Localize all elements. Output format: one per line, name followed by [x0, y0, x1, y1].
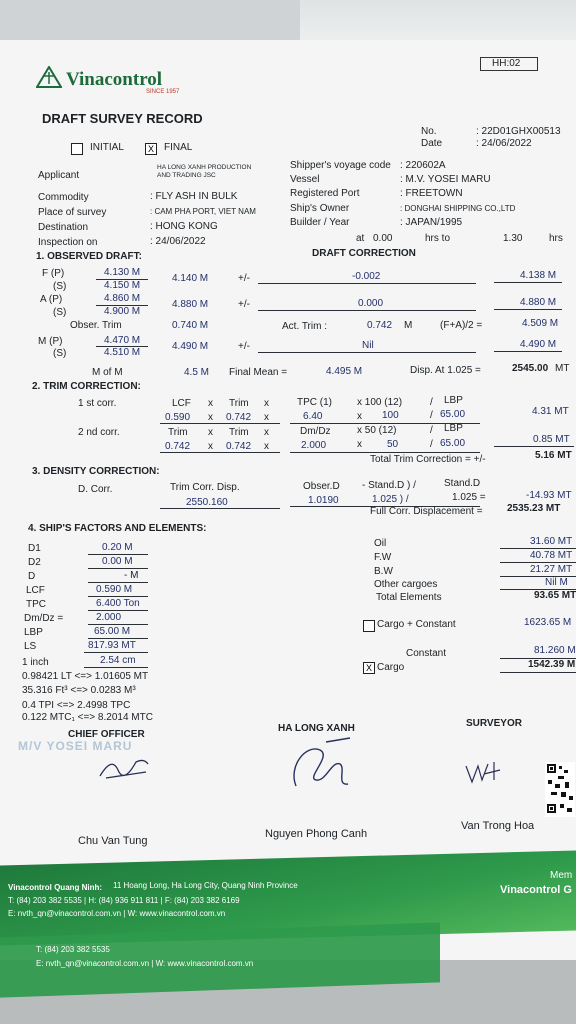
- fp-label: F (P): [42, 268, 65, 279]
- full-corr-disp-label: Full Corr. Displacement =: [370, 506, 483, 517]
- builder-label: Builder / Year: [290, 217, 350, 228]
- inspection-label: Inspection on: [38, 237, 98, 248]
- footer-address: 11 Hoang Long, Ha Long City, Quang Ninh Province: [113, 881, 298, 890]
- d1-label: D1: [28, 543, 41, 554]
- ha-long-xanh-title: HA LONG XANH: [278, 723, 355, 734]
- obs-trim-label: Obser. Trim: [70, 320, 122, 331]
- chief-officer-name: Chu Van Tung: [78, 835, 148, 847]
- section-trim-correction: 2. TRIM CORRECTION:: [32, 381, 141, 392]
- total-trim-corr-value: 5.16 MT: [535, 450, 572, 461]
- port-value: : FREETOWN: [400, 188, 463, 199]
- no-label: No.: [421, 126, 437, 137]
- total-trim-corr-label: Total Trim Correction = +/-: [370, 454, 486, 465]
- standd-value: 1.025 ) /: [372, 494, 409, 505]
- total-elements-label: Total Elements: [376, 592, 442, 603]
- a-result: 4.880 M: [520, 297, 557, 308]
- at-label: at: [356, 233, 365, 244]
- applicant-value-2: AND TRADING JSC: [157, 172, 216, 179]
- d-label: D: [28, 571, 36, 582]
- constant-value: 81.260 M: [534, 645, 576, 656]
- final-label: FINAL: [164, 142, 193, 153]
- footer-member: Mem: [550, 870, 573, 881]
- dmdz-value: 2.000: [301, 440, 327, 451]
- owner-label: Ship's Owner: [290, 203, 350, 214]
- chief-officer-signature: [96, 752, 152, 782]
- dmdz-value-2: 2.000: [96, 612, 122, 623]
- lbp-value-2: 65.00: [440, 438, 466, 449]
- bw-label: B.W: [374, 566, 393, 577]
- trim-value-3: 0.742: [226, 441, 252, 452]
- tcd-header: Trim Corr. Disp.: [170, 482, 240, 493]
- conversion-4: 0.122 MTC₁ <=> 8.2014 MTC: [22, 712, 153, 723]
- disp-label: Disp. At 1.025 =: [410, 365, 481, 376]
- factor-100-12: x 100 (12): [357, 397, 403, 408]
- act-trim-unit: M: [404, 320, 413, 331]
- at-value: 0.00: [373, 233, 393, 244]
- m-average: 4.490 M: [172, 341, 209, 352]
- x-sign: x: [357, 411, 362, 422]
- initial-label: INITIAL: [90, 142, 124, 153]
- tpc-header: TPC (1): [297, 397, 332, 408]
- owner-value: : DONGHAI SHIPPING CO.,LTD: [400, 204, 516, 213]
- mp-value: 4.470 M: [104, 335, 141, 346]
- vessel-stamp: M/V YOSEI MARU: [18, 739, 133, 753]
- trim-value-1: 0.742: [226, 412, 252, 423]
- factor-50-12: x 50 (12): [357, 425, 397, 436]
- dmdz-label: Dm/Dz =: [24, 613, 64, 624]
- fp-value: 4.130 M: [104, 267, 141, 278]
- d1-value: 0.20 M: [102, 542, 133, 553]
- obsd-header: Obser.D: [303, 481, 340, 492]
- cargo-constant-value: 1623.65 M: [524, 617, 572, 628]
- page-title: DRAFT SURVEY RECORD: [42, 111, 203, 126]
- density-result: -14.93 MT: [526, 490, 572, 501]
- as-value: 4.900 M: [104, 306, 141, 317]
- conversion-3: 0.4 TPI <=> 2.4998 TPC: [22, 700, 131, 711]
- d2-value: 0.00 M: [102, 556, 133, 567]
- place-label: Place of survey: [38, 207, 107, 218]
- cargo-constant-checkbox: [363, 620, 375, 632]
- bw-value: 21.27 MT: [530, 564, 573, 575]
- voyage-label: Shipper's voyage code: [290, 160, 391, 171]
- total-elements-value: 93.65 MT: [534, 590, 576, 601]
- oil-value: 31.60 MT: [530, 536, 573, 547]
- initial-checkbox: [71, 143, 83, 155]
- footer-brand: Vinacontrol G: [500, 884, 572, 896]
- hrs-label: hrs: [549, 233, 563, 244]
- inspection-value: : 24/06/2022: [150, 236, 206, 247]
- lbp-value-3: 65.00 M: [94, 626, 131, 637]
- cargo-label: Cargo: [377, 662, 405, 673]
- slash: /: [430, 425, 433, 436]
- pm-3: +/-: [238, 341, 250, 352]
- ha-long-xanh-signature: [286, 736, 356, 794]
- footer-contact: E: nvth_qn@vinacontrol.com.vn | W: www.vinacontrol.com.vn: [8, 909, 226, 918]
- section-density: 3. DENSITY CORRECTION:: [32, 466, 160, 477]
- lbp-label: LBP: [24, 627, 43, 638]
- tpc-value-2: 6.400 Ton: [96, 598, 140, 609]
- f-result: 4.138 M: [520, 270, 557, 281]
- x-sign: x: [357, 439, 362, 450]
- conversion-1: 0.98421 LT <=> 1.01605 MT: [22, 671, 149, 682]
- cargo-checkbox: X: [363, 662, 375, 674]
- commodity-label: Commodity: [38, 192, 89, 203]
- full-corr-disp-value: 2535.23 MT: [507, 503, 561, 514]
- fs-label: (S): [53, 281, 67, 292]
- a-correction: 0.000: [358, 298, 384, 309]
- surveyor-signature: [464, 760, 504, 786]
- lcf-value: 0.590: [165, 412, 191, 423]
- lcf-header: LCF: [172, 398, 191, 409]
- x-sign: x: [264, 398, 269, 409]
- mom-label: M of M: [92, 367, 123, 378]
- constant-label: Constant: [406, 648, 447, 659]
- destination-value: : HONG KONG: [150, 221, 218, 232]
- obsd-value: 1.0190: [308, 495, 339, 506]
- destination-label: Destination: [38, 222, 89, 233]
- mp-label: M (P): [38, 336, 63, 347]
- footer2-contact: E: nvth_qn@vinacontrol.com.vn | W: www.vinacontrol.com.vn: [36, 959, 254, 968]
- mom-value: 4.5 M: [184, 367, 210, 378]
- first-corr-label: 1 st corr.: [78, 398, 117, 409]
- ms-value: 4.510 M: [104, 347, 141, 358]
- fw-label: F.W: [374, 552, 392, 563]
- surveyor-name: Van Trong Hoa: [461, 820, 535, 832]
- final-checkbox: X: [145, 143, 157, 155]
- voyage-value: : 220602A: [400, 160, 446, 171]
- act-trim-value: 0.742: [367, 320, 393, 331]
- x-sign: x: [264, 427, 269, 438]
- d2-label: D2: [28, 557, 41, 568]
- standd-value-2: 1.025 =: [452, 492, 486, 503]
- other-value: Nil M: [545, 577, 568, 588]
- draft-correction-title: DRAFT CORRECTION: [312, 248, 416, 259]
- date-value: : 24/06/2022: [476, 138, 532, 149]
- x-sign: x: [264, 412, 269, 423]
- applicant-value-1: HA LONG XANH PRODUCTION: [157, 164, 252, 171]
- inch-label: 1 inch: [22, 657, 49, 668]
- f-average: 4.140 M: [172, 273, 209, 284]
- fw-value: 40.78 MT: [530, 550, 573, 561]
- pm-1: +/-: [238, 273, 250, 284]
- inch-value: 2.54 cm: [100, 655, 136, 666]
- second-corr-result: 0.85 MT: [533, 434, 570, 445]
- dcorr-label: D. Corr.: [78, 484, 113, 495]
- x-sign: x: [208, 398, 213, 409]
- vessel-value: : M.V. YOSEI MARU: [400, 174, 491, 185]
- company-since: SINCE 1957: [146, 89, 180, 95]
- d-value: - M: [124, 570, 139, 581]
- trim-header-3: Trim: [229, 427, 249, 438]
- place-value: : CAM PHA PORT, VIET NAM: [150, 207, 256, 216]
- trim-value: 0.740 M: [172, 320, 209, 331]
- first-corr-result: 4.31 MT: [532, 406, 569, 417]
- tcd-value: 2550.160: [186, 497, 228, 508]
- doc-number: HH:02: [492, 58, 521, 69]
- lbp-header-2: LBP: [444, 423, 463, 434]
- act-trim-label: Act. Trim :: [282, 321, 327, 332]
- lcf-value-2: 0.590 M: [96, 584, 133, 595]
- chief-officer-title: CHIEF OFFICER: [68, 729, 145, 740]
- pm-2: +/-: [238, 299, 250, 310]
- lbp-header: LBP: [444, 395, 463, 406]
- fa2-label: (F+A)/2 =: [440, 320, 483, 331]
- tpc-label: TPC: [26, 599, 46, 610]
- oil-label: Oil: [374, 538, 387, 549]
- tpc-value: 6.40: [303, 411, 323, 422]
- trim-value-2: 0.742: [165, 441, 191, 452]
- ls-value: 817.93 MT: [88, 640, 136, 651]
- final-mean-value: 4.495 M: [326, 366, 363, 377]
- trim-header-2: Trim: [168, 427, 188, 438]
- other-label: Other cargoes: [374, 579, 438, 590]
- slash: /: [430, 439, 433, 450]
- vessel-label: Vessel: [290, 174, 320, 185]
- value-100: 100: [382, 410, 399, 421]
- standd-header: Stand.D: [444, 478, 481, 489]
- ap-label: A (P): [40, 294, 63, 305]
- slash: /: [430, 397, 433, 408]
- fs-value: 4.150 M: [104, 280, 141, 291]
- qr-code-icon: [545, 762, 575, 817]
- x-sign: x: [208, 441, 213, 452]
- x-sign: x: [208, 427, 213, 438]
- vinacontrol-logo-icon: [36, 66, 62, 88]
- background-top: [300, 0, 576, 45]
- lcf-label: LCF: [26, 585, 45, 596]
- ap-value: 4.860 M: [104, 293, 141, 304]
- standd-label: - Stand.D ) /: [362, 480, 416, 491]
- no-value: : 22D01GHX00513: [476, 126, 561, 137]
- applicant-label: Applicant: [38, 170, 80, 181]
- lbp-value: 65.00: [440, 409, 466, 420]
- commodity-value: : FLY ASH IN BULK: [150, 191, 238, 202]
- trim-header: Trim: [229, 398, 249, 409]
- surveyor-title: SURVEYOR: [466, 718, 522, 729]
- company-name: Vinacontrol: [66, 69, 163, 90]
- fa2-value: 4.509 M: [522, 318, 559, 329]
- hrs-to-label: hrs to: [425, 233, 451, 244]
- slash: /: [430, 410, 433, 421]
- m-correction: Nil: [362, 340, 374, 351]
- x-sign: x: [264, 441, 269, 452]
- to-value: 1.30: [503, 233, 523, 244]
- disp-value: 2545.00: [512, 363, 549, 374]
- x-sign: x: [208, 412, 213, 423]
- cargo-constant-label: Cargo + Constant: [377, 619, 456, 630]
- dmdz-header: Dm/Dz: [300, 426, 331, 437]
- a-average: 4.880 M: [172, 299, 209, 310]
- ls-label: LS: [24, 641, 37, 652]
- ms-label: (S): [53, 348, 67, 359]
- conversion-2: 35.316 Ft³ <=> 0.0283 M³: [22, 685, 136, 696]
- value-50: 50: [387, 439, 399, 450]
- section-observed-draft: 1. OBSERVED DRAFT:: [36, 251, 142, 262]
- cargo-value: 1542.39 M: [528, 659, 576, 670]
- f-correction: -0.002: [352, 271, 381, 282]
- section-ship-factors: 4. SHIP'S FACTORS AND ELEMENTS:: [28, 523, 207, 534]
- date-label: Date: [421, 138, 443, 149]
- as-label: (S): [53, 307, 67, 318]
- final-mean-label: Final Mean =: [229, 367, 288, 378]
- footer-office-name: Vinacontrol Quang Ninh:: [8, 883, 103, 892]
- ha-long-xanh-rep-name: Nguyen Phong Canh: [265, 828, 368, 840]
- footer2-phones: T: (84) 203 382 5535: [36, 945, 110, 954]
- port-label: Registered Port: [290, 188, 360, 199]
- builder-value: : JAPAN/1995: [400, 217, 463, 228]
- footer-phones: T: (84) 203 382 5535 | H: (84) 936 911 811 | F: (84) 203 382 6169: [8, 896, 240, 905]
- disp-unit: MT: [555, 363, 570, 374]
- second-corr-label: 2 nd corr.: [78, 427, 120, 438]
- m-result: 4.490 M: [520, 339, 557, 350]
